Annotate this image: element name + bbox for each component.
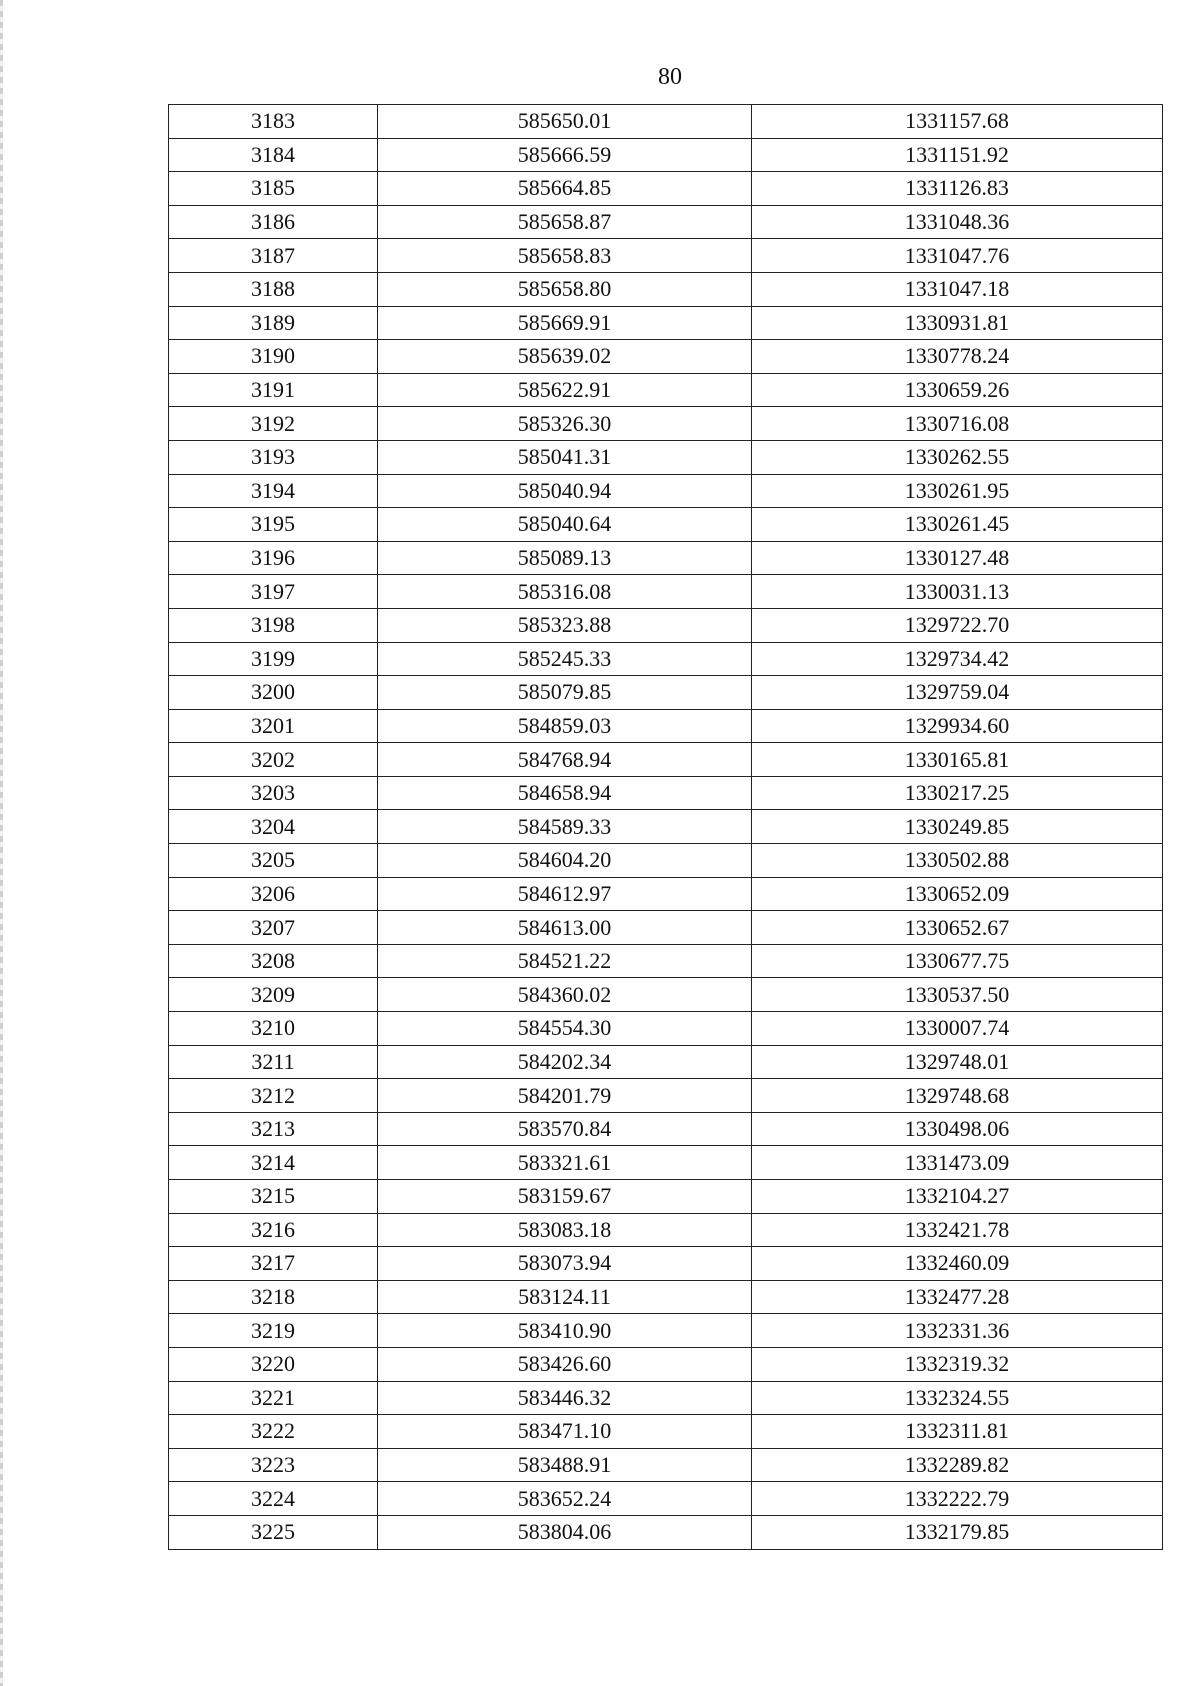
y-coordinate-cell: 1332289.82 [752, 1448, 1163, 1482]
point-id-cell: 3219 [169, 1314, 378, 1348]
y-coordinate-cell: 1330716.08 [752, 407, 1163, 441]
y-coordinate-cell: 1332104.27 [752, 1180, 1163, 1214]
x-coordinate-cell: 585658.87 [378, 205, 752, 239]
table-row [169, 709, 1163, 743]
y-coordinate-cell: 1331126.83 [752, 172, 1163, 206]
x-coordinate-cell: 585316.08 [378, 575, 752, 609]
x-coordinate-cell: 585245.33 [378, 642, 752, 676]
table-row [169, 608, 1163, 642]
table-row [169, 810, 1163, 844]
table-row [169, 1347, 1163, 1381]
point-id-cell: 3215 [169, 1180, 378, 1214]
point-id-cell: 3202 [169, 743, 378, 777]
x-coordinate-cell: 585040.94 [378, 474, 752, 508]
table-row [169, 1415, 1163, 1449]
x-coordinate-cell: 583124.11 [378, 1280, 752, 1314]
x-coordinate-cell: 585079.85 [378, 676, 752, 710]
point-id-cell: 3200 [169, 676, 378, 710]
y-coordinate-cell: 1330931.81 [752, 306, 1163, 340]
y-coordinate-cell: 1330778.24 [752, 340, 1163, 374]
x-coordinate-cell: 585639.02 [378, 340, 752, 374]
table-row [169, 1012, 1163, 1046]
point-id-cell: 3222 [169, 1415, 378, 1449]
y-coordinate-cell: 1330498.06 [752, 1112, 1163, 1146]
point-id-cell: 3192 [169, 407, 378, 441]
x-coordinate-cell: 583083.18 [378, 1213, 752, 1247]
point-id-cell: 3185 [169, 172, 378, 206]
table-row [169, 1213, 1163, 1247]
x-coordinate-cell: 583426.60 [378, 1347, 752, 1381]
table-row [169, 306, 1163, 340]
table-row [169, 877, 1163, 911]
y-coordinate-cell: 1330262.55 [752, 440, 1163, 474]
point-id-cell: 3194 [169, 474, 378, 508]
y-coordinate-cell: 1330217.25 [752, 776, 1163, 810]
point-id-cell: 3208 [169, 944, 378, 978]
table-row [169, 440, 1163, 474]
table-row [169, 944, 1163, 978]
y-coordinate-cell: 1330502.88 [752, 844, 1163, 878]
x-coordinate-cell: 585040.64 [378, 508, 752, 542]
table-row [169, 1247, 1163, 1281]
x-coordinate-cell: 583321.61 [378, 1146, 752, 1180]
x-coordinate-cell: 584360.02 [378, 978, 752, 1012]
point-id-cell: 3186 [169, 205, 378, 239]
point-id-cell: 3196 [169, 541, 378, 575]
y-coordinate-cell: 1330677.75 [752, 944, 1163, 978]
point-id-cell: 3188 [169, 272, 378, 306]
point-id-cell: 3209 [169, 978, 378, 1012]
y-coordinate-cell: 1330127.48 [752, 541, 1163, 575]
point-id-cell: 3199 [169, 642, 378, 676]
table-row [169, 1482, 1163, 1516]
x-coordinate-cell: 585666.59 [378, 138, 752, 172]
x-coordinate-cell: 583446.32 [378, 1381, 752, 1415]
y-coordinate-cell: 1330031.13 [752, 575, 1163, 609]
x-coordinate-cell: 584521.22 [378, 944, 752, 978]
coordinate-table [168, 104, 1163, 1550]
y-coordinate-cell: 1332319.32 [752, 1347, 1163, 1381]
table-row [169, 776, 1163, 810]
y-coordinate-cell: 1332179.85 [752, 1515, 1163, 1549]
x-coordinate-cell: 583488.91 [378, 1448, 752, 1482]
point-id-cell: 3223 [169, 1448, 378, 1482]
point-id-cell: 3191 [169, 373, 378, 407]
point-id-cell: 3216 [169, 1213, 378, 1247]
table-row [169, 676, 1163, 710]
x-coordinate-cell: 585669.91 [378, 306, 752, 340]
x-coordinate-cell: 584554.30 [378, 1012, 752, 1046]
point-id-cell: 3184 [169, 138, 378, 172]
x-coordinate-cell: 585326.30 [378, 407, 752, 441]
table-row [169, 1314, 1163, 1348]
point-id-cell: 3197 [169, 575, 378, 609]
point-id-cell: 3198 [169, 608, 378, 642]
x-coordinate-cell: 584589.33 [378, 810, 752, 844]
x-coordinate-cell: 583471.10 [378, 1415, 752, 1449]
y-coordinate-cell: 1329722.70 [752, 608, 1163, 642]
y-coordinate-cell: 1330261.45 [752, 508, 1163, 542]
point-id-cell: 3201 [169, 709, 378, 743]
y-coordinate-cell: 1329734.42 [752, 642, 1163, 676]
x-coordinate-cell: 584201.79 [378, 1079, 752, 1113]
point-id-cell: 3204 [169, 810, 378, 844]
y-coordinate-cell: 1331047.18 [752, 272, 1163, 306]
y-coordinate-cell: 1330652.09 [752, 877, 1163, 911]
table-row [169, 474, 1163, 508]
y-coordinate-cell: 1329748.01 [752, 1045, 1163, 1079]
point-id-cell: 3183 [169, 105, 378, 139]
y-coordinate-cell: 1332460.09 [752, 1247, 1163, 1281]
point-id-cell: 3195 [169, 508, 378, 542]
table-row [169, 172, 1163, 206]
x-coordinate-cell: 583159.67 [378, 1180, 752, 1214]
table-row [169, 1448, 1163, 1482]
y-coordinate-cell: 1332324.55 [752, 1381, 1163, 1415]
point-id-cell: 3210 [169, 1012, 378, 1046]
table-row [169, 1045, 1163, 1079]
table-row [169, 407, 1163, 441]
x-coordinate-cell: 585323.88 [378, 608, 752, 642]
y-coordinate-cell: 1330249.85 [752, 810, 1163, 844]
x-coordinate-cell: 584202.34 [378, 1045, 752, 1079]
x-coordinate-cell: 583804.06 [378, 1515, 752, 1549]
y-coordinate-cell: 1329934.60 [752, 709, 1163, 743]
y-coordinate-cell: 1329759.04 [752, 676, 1163, 710]
x-coordinate-cell: 584604.20 [378, 844, 752, 878]
point-id-cell: 3205 [169, 844, 378, 878]
table-row [169, 1515, 1163, 1549]
x-coordinate-cell: 585041.31 [378, 440, 752, 474]
coordinate-table-body [169, 105, 1163, 1550]
table-row [169, 272, 1163, 306]
table-row [169, 239, 1163, 273]
y-coordinate-cell: 1330537.50 [752, 978, 1163, 1012]
y-coordinate-cell: 1331047.76 [752, 239, 1163, 273]
point-id-cell: 3217 [169, 1247, 378, 1281]
y-coordinate-cell: 1331048.36 [752, 205, 1163, 239]
y-coordinate-cell: 1332311.81 [752, 1415, 1163, 1449]
point-id-cell: 3211 [169, 1045, 378, 1079]
table-row [169, 1381, 1163, 1415]
table-row [169, 508, 1163, 542]
table-row [169, 1146, 1163, 1180]
y-coordinate-cell: 1330165.81 [752, 743, 1163, 777]
table-row [169, 575, 1163, 609]
table-row [169, 1112, 1163, 1146]
y-coordinate-cell: 1329748.68 [752, 1079, 1163, 1113]
y-coordinate-cell: 1331151.92 [752, 138, 1163, 172]
point-id-cell: 3214 [169, 1146, 378, 1180]
point-id-cell: 3218 [169, 1280, 378, 1314]
table-row [169, 138, 1163, 172]
table-row [169, 911, 1163, 945]
x-coordinate-cell: 585658.83 [378, 239, 752, 273]
x-coordinate-cell: 583073.94 [378, 1247, 752, 1281]
y-coordinate-cell: 1330659.26 [752, 373, 1163, 407]
point-id-cell: 3213 [169, 1112, 378, 1146]
table-row [169, 340, 1163, 374]
table-row [169, 373, 1163, 407]
table-row [169, 105, 1163, 139]
y-coordinate-cell: 1330007.74 [752, 1012, 1163, 1046]
x-coordinate-cell: 584768.94 [378, 743, 752, 777]
point-id-cell: 3189 [169, 306, 378, 340]
table-row [169, 1180, 1163, 1214]
point-id-cell: 3206 [169, 877, 378, 911]
y-coordinate-cell: 1330652.67 [752, 911, 1163, 945]
y-coordinate-cell: 1332421.78 [752, 1213, 1163, 1247]
table-row [169, 1079, 1163, 1113]
y-coordinate-cell: 1332331.36 [752, 1314, 1163, 1348]
point-id-cell: 3224 [169, 1482, 378, 1516]
table-row [169, 844, 1163, 878]
table-row [169, 743, 1163, 777]
x-coordinate-cell: 583410.90 [378, 1314, 752, 1348]
table-row [169, 541, 1163, 575]
point-id-cell: 3193 [169, 440, 378, 474]
x-coordinate-cell: 584658.94 [378, 776, 752, 810]
point-id-cell: 3221 [169, 1381, 378, 1415]
y-coordinate-cell: 1330261.95 [752, 474, 1163, 508]
point-id-cell: 3187 [169, 239, 378, 273]
x-coordinate-cell: 585650.01 [378, 105, 752, 139]
point-id-cell: 3207 [169, 911, 378, 945]
point-id-cell: 3212 [169, 1079, 378, 1113]
page-number: 80 [658, 64, 682, 90]
x-coordinate-cell: 585658.80 [378, 272, 752, 306]
x-coordinate-cell: 585622.91 [378, 373, 752, 407]
point-id-cell: 3220 [169, 1347, 378, 1381]
coordinate-table-container [168, 104, 1162, 1550]
x-coordinate-cell: 584859.03 [378, 709, 752, 743]
y-coordinate-cell: 1331473.09 [752, 1146, 1163, 1180]
x-coordinate-cell: 585089.13 [378, 541, 752, 575]
table-row [169, 642, 1163, 676]
table-row [169, 205, 1163, 239]
table-row [169, 1280, 1163, 1314]
x-coordinate-cell: 583570.84 [378, 1112, 752, 1146]
scan-edge [0, 0, 3, 1686]
x-coordinate-cell: 585664.85 [378, 172, 752, 206]
point-id-cell: 3190 [169, 340, 378, 374]
table-row [169, 978, 1163, 1012]
x-coordinate-cell: 583652.24 [378, 1482, 752, 1516]
x-coordinate-cell: 584612.97 [378, 877, 752, 911]
point-id-cell: 3225 [169, 1515, 378, 1549]
y-coordinate-cell: 1331157.68 [752, 105, 1163, 139]
point-id-cell: 3203 [169, 776, 378, 810]
y-coordinate-cell: 1332222.79 [752, 1482, 1163, 1516]
y-coordinate-cell: 1332477.28 [752, 1280, 1163, 1314]
x-coordinate-cell: 584613.00 [378, 911, 752, 945]
